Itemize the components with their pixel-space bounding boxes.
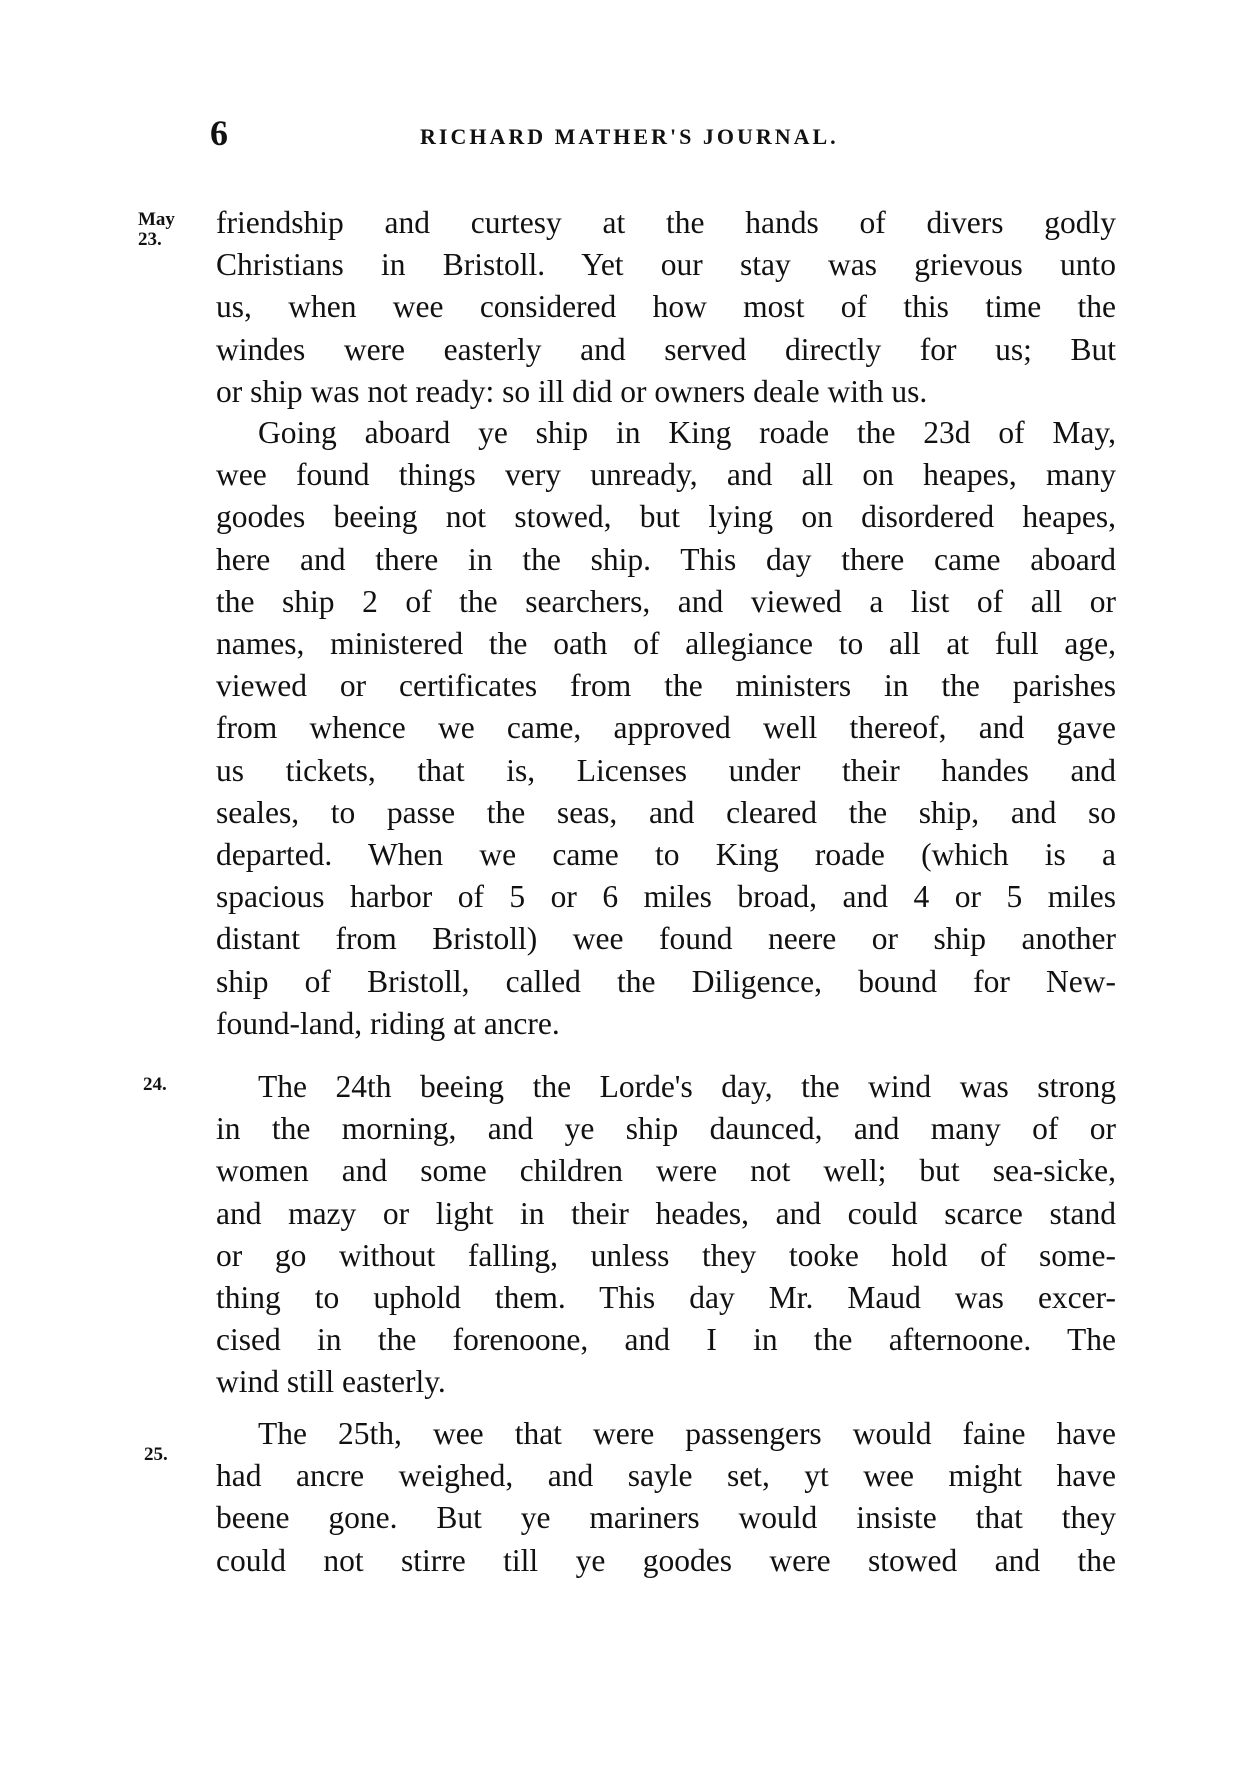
margin-note-month: May — [138, 209, 175, 230]
text-line: seales, to passe the seas, and cleared the ship, and so — [216, 794, 1116, 830]
text-line: beene gone. But ye mariners would insiste that they — [216, 1500, 1116, 1536]
text-line: us tickets, that is, Licenses under their handes and — [216, 752, 1116, 788]
text-line: the ship 2 of the searchers, and viewed a list of all or — [216, 583, 1116, 619]
text-line: windes were easterly and served directly for us; But — [216, 331, 1116, 367]
text-line: had ancre weighed, and sayle set, yt wee might have — [216, 1458, 1116, 1494]
text-line: could not stirre till ye goodes were stowed and the — [216, 1542, 1116, 1578]
paragraph-25th — [216, 1413, 1116, 1582]
text-line: The 25th, wee that were passengers would faine have — [258, 1416, 1116, 1451]
text-line: here and there in the ship. This day there came aboard — [216, 541, 1116, 577]
running-title: RICHARD MATHER'S JOURNAL. — [420, 124, 839, 149]
text-line: The 24th beeing the Lorde's day, the wind was strong — [258, 1069, 1116, 1104]
text-line: goodes beeing not stowed, but lying on disordered heapes, — [216, 499, 1116, 535]
text-line: wind still easterly. — [216, 1364, 446, 1400]
text-line: departed. When we came to King roade (which is a — [216, 837, 1116, 873]
text-line: distant from Bristoll) wee found neere or ship another — [216, 921, 1116, 957]
text-line: Going aboard ye ship in King roade the 23d of May, — [258, 415, 1116, 450]
text-line: in the morning, and ye ship daunced, and many of or — [216, 1111, 1116, 1147]
paragraph-going-aboard — [216, 412, 1116, 1045]
text-line: Christians in Bristoll. Yet our stay was grievous unto — [216, 247, 1116, 283]
text-line: or ship was not ready: so ill did or owners deale with us. — [216, 373, 928, 409]
text-line: us, when wee considered how most of this time the — [216, 289, 1116, 325]
text-line: women and some children were not well; but sea-sicke, — [216, 1153, 1116, 1189]
margin-note-may-23 — [138, 210, 175, 250]
text-line: from whence we came, approved well thereof, and gave — [216, 710, 1116, 746]
text-line: spacious harbor of 5 or 6 miles broad, and 4 or 5 miles — [216, 879, 1116, 915]
text-line: names, ministered the oath of allegiance to all at full age, — [216, 626, 1116, 662]
margin-note-day: 23. — [138, 229, 162, 250]
text-line: viewed or certificates from the ministers in the parishes — [216, 668, 1116, 704]
paragraph-continuation — [216, 202, 1116, 413]
text-line: cised in the forenoone, and I in the afternoone. The — [216, 1322, 1116, 1358]
text-line: found-land, riding at ancre. — [216, 1005, 560, 1041]
text-line: thing to uphold them. This day Mr. Maud was excer- — [216, 1280, 1116, 1316]
paragraph-24th — [216, 1066, 1116, 1404]
text-line: and mazy or light in their heades, and could scarce stand — [216, 1195, 1116, 1231]
text-line: ship of Bristoll, called the Diligence, bound for New- — [216, 963, 1116, 999]
text-line: or go without falling, unless they tooke hold of some- — [216, 1237, 1116, 1273]
margin-note-24: 24. — [143, 1074, 167, 1095]
page-number: 6 — [210, 113, 228, 153]
margin-note-25: 25. — [144, 1444, 168, 1465]
text-line: wee found things very unready, and all on heapes, many — [216, 457, 1116, 493]
text-line: friendship and curtesy at the hands of divers godly — [216, 205, 1116, 240]
page-header — [210, 112, 1110, 162]
